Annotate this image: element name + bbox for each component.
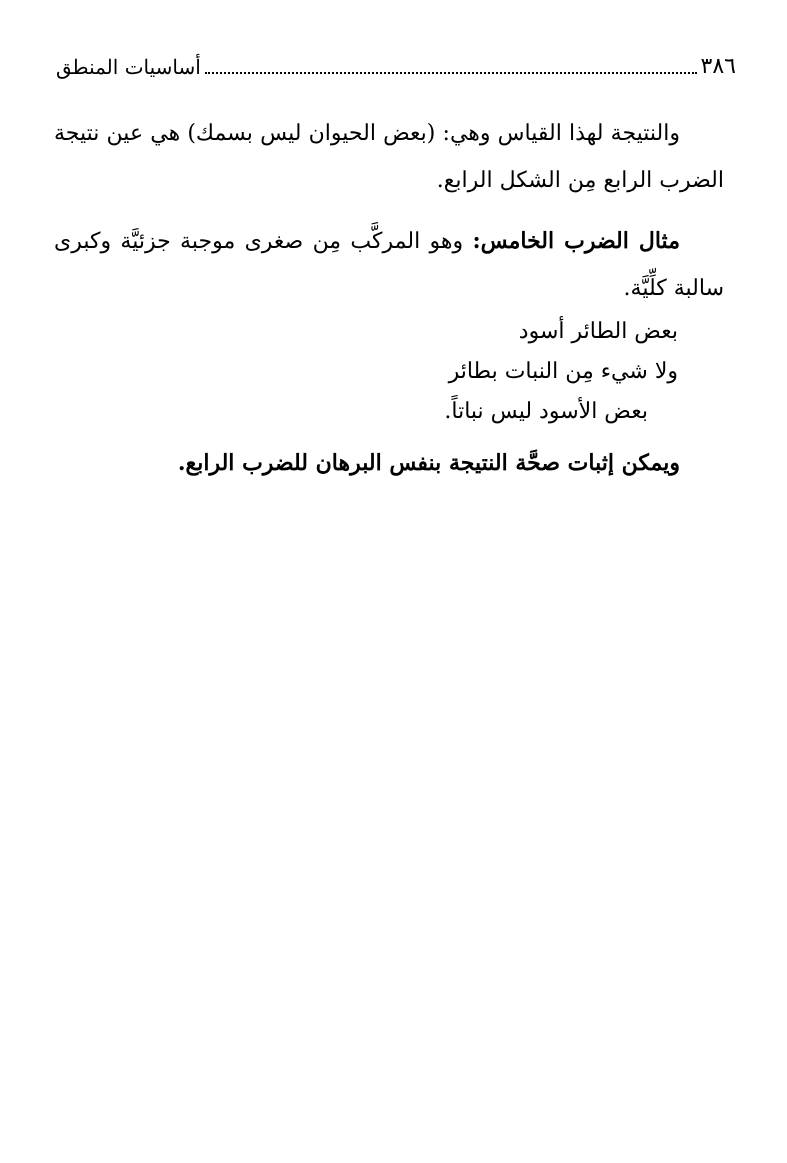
mood-5-label: مثال الضرب الخامس:: [472, 228, 680, 254]
page-header: [56, 42, 736, 82]
running-title: أساسيات المنطق: [56, 55, 201, 79]
header-dot-leader: [205, 72, 697, 74]
paragraph-conclusion: [54, 110, 724, 204]
mood-5-text: وهو المركَّب مِن صغرى موجبة جزئيَّة وكبرى سالبة كلِّيَّة.: [54, 229, 724, 301]
page-number: ٣٨٦: [700, 54, 736, 79]
paragraph-1-text: والنتيجة لهذا القياس وهي: (بعض الحيوان ليس بسمك) هي عين نتيجة الضرب الرابع مِن الشكل الرابع.: [54, 121, 724, 193]
paragraph-mood-5: [54, 218, 724, 312]
syllogism-example: [54, 312, 724, 432]
conclusion-line: بعض الأسود ليس نباتاً.: [444, 399, 648, 424]
closing-statement: ويمكن إثبات صحَّة النتيجة بنفس البرهان للضرب الرابع.: [177, 450, 680, 476]
major-premise: ولا شيء مِن النبات بطائر: [448, 359, 678, 384]
minor-premise: بعض الطائر أسود: [518, 319, 678, 344]
page-body: [54, 110, 724, 487]
